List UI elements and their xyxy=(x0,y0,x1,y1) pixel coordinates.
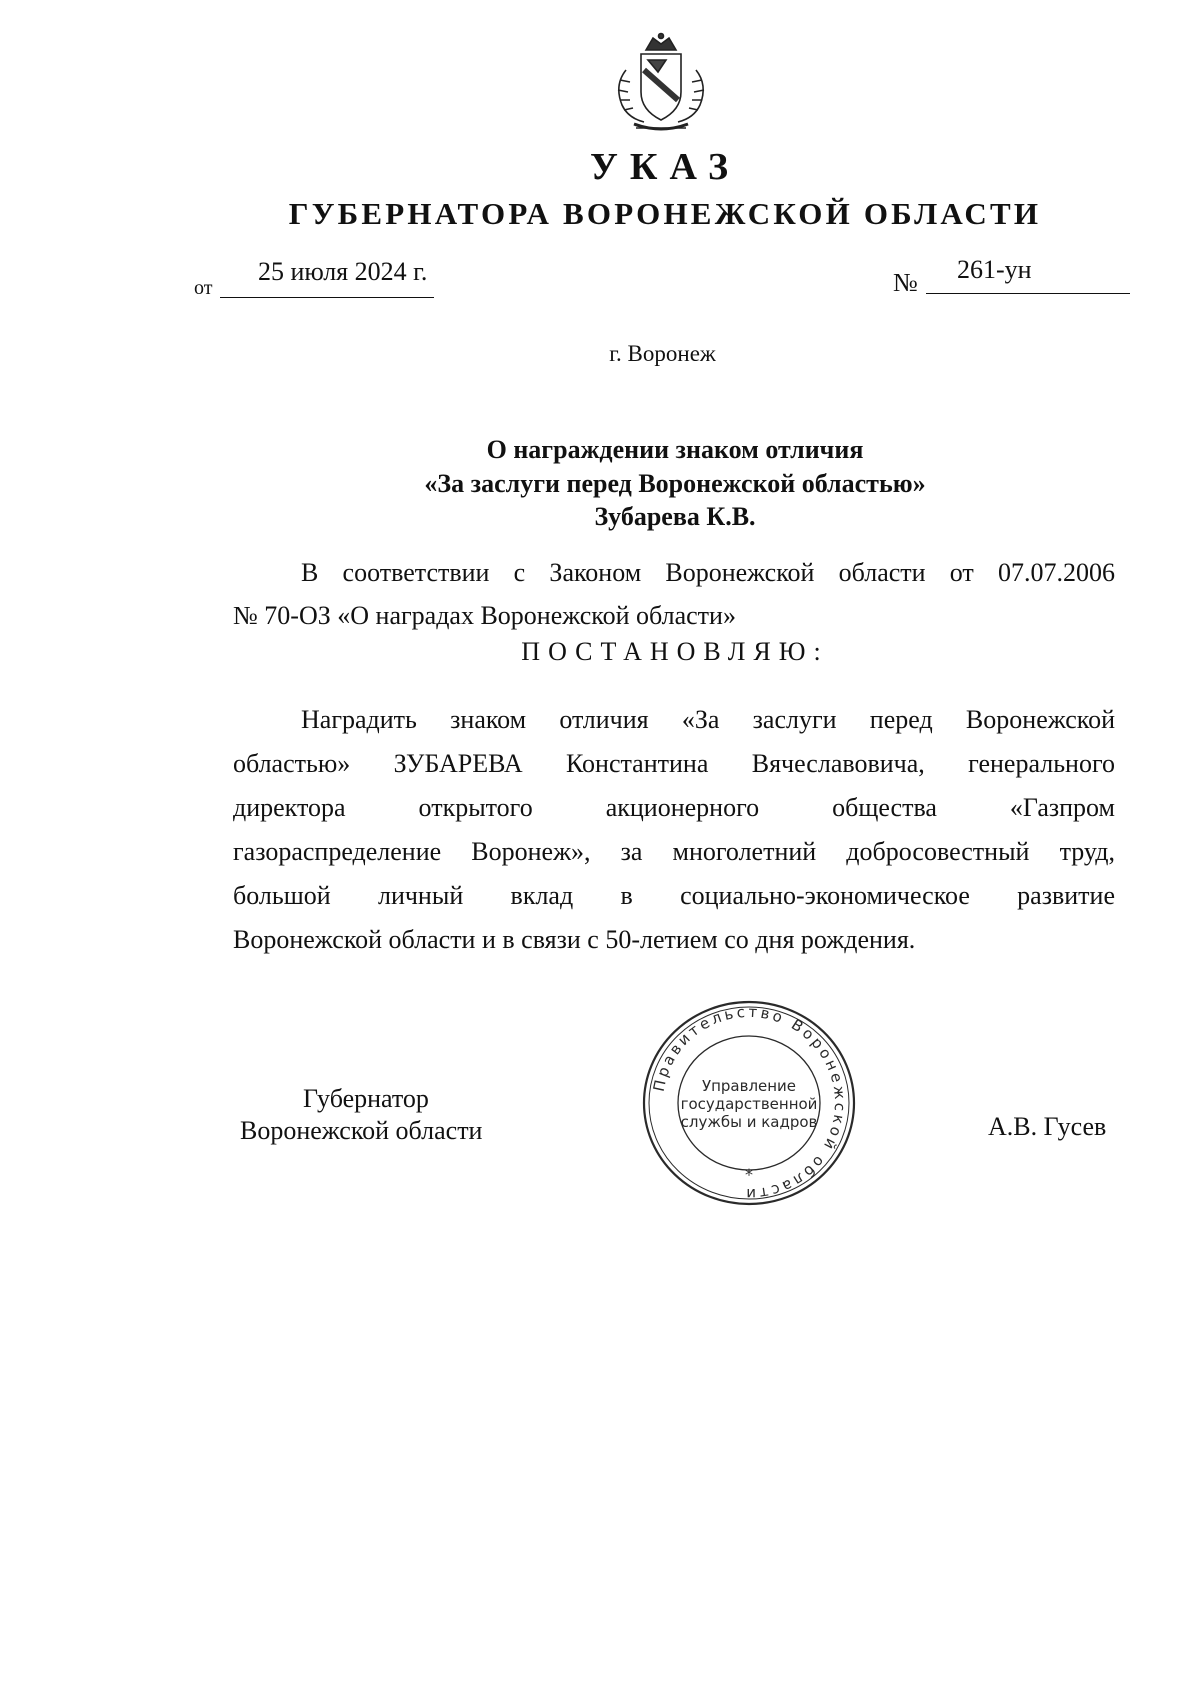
date-value: 25 июля 2024 г. xyxy=(258,257,428,286)
coat-of-arms-emblem xyxy=(606,30,716,140)
date-label: от xyxy=(194,277,213,299)
official-stamp xyxy=(640,997,858,1209)
subject-line-2: «За заслуги перед Воронежской областью» xyxy=(424,469,926,498)
award-line: областью» ЗУБАРЕВА Константина Вячеславовича, генерального xyxy=(233,749,1115,778)
issuer-title: ГУБЕРНАТОРА ВОРОНЕЖСКОЙ ОБЛАСТИ xyxy=(288,196,1042,231)
number-value: 261-ун xyxy=(957,255,1032,284)
document-type-title: УКАЗ xyxy=(590,146,740,188)
award-line: газораспределение Воронеж», за многолетний добросовестный труд, xyxy=(233,837,1115,866)
number-label: № xyxy=(893,268,918,297)
award-line: Наградить знаком отличия «За заслуги перед Воронежской xyxy=(301,705,1115,734)
signatory-position-line-1: Губернатор xyxy=(303,1084,429,1113)
city: г. Воронеж xyxy=(609,341,716,366)
award-line: большой личный вклад в социально-экономическое развитие xyxy=(233,881,1115,910)
stamp-outer-text: Правительство Воронежской области xyxy=(649,1002,850,1204)
signatory-name: А.В. Гусев xyxy=(988,1112,1107,1141)
award-paragraph xyxy=(233,698,1115,962)
svg-text:*: * xyxy=(745,1165,753,1184)
signatory-position-line-2: Воронежской области xyxy=(240,1116,483,1145)
decree-word: ПОСТАНОВЛЯЮ: xyxy=(521,637,829,666)
preamble-line-2: № 70-ОЗ «О наградах Воронежской области» xyxy=(233,601,736,630)
award-line: Воронежской области и в связи с 50-летием со дня рождения. xyxy=(233,925,916,954)
date-underline xyxy=(220,297,434,298)
subject-line-1: О награждении знаком отличия xyxy=(486,435,864,464)
number-underline xyxy=(926,293,1130,294)
stamp-inner-line-1: Управление xyxy=(701,1077,797,1095)
preamble-line-1: В соответствии с Законом Воронежской области от 07.07.2006 xyxy=(301,558,1115,587)
subject-line-3: Зубарева К.В. xyxy=(594,502,756,531)
stamp-inner-line-2: государственной xyxy=(680,1095,818,1113)
stamp-inner-line-3: службы и кадров xyxy=(680,1113,818,1131)
award-line: директора открытого акционерного общества «Газпром xyxy=(233,793,1115,822)
